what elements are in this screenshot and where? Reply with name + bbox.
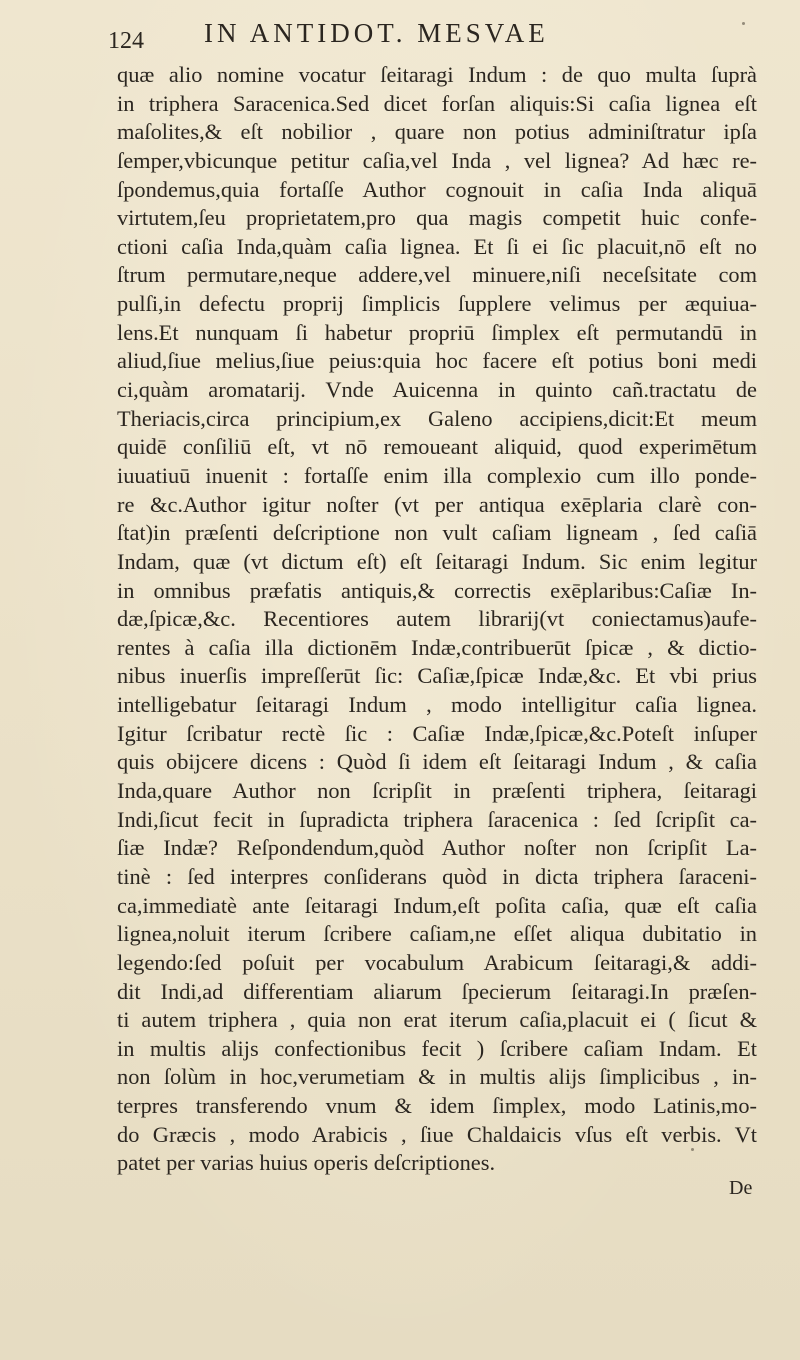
page-number: 124 — [108, 28, 144, 54]
text-line: nibus inuerſis impreſſerūt ſic: Caſiæ,ſpicæ Indæ,&c. Et vbi prius — [117, 663, 757, 689]
text-line: quidē conſiliū eſt, vt nō remoueant aliquid, quod experimētum — [117, 434, 757, 460]
ink-speck — [742, 22, 745, 25]
text-line: iuuatiuū inuenit : fortaſſe enim illa complexio cum illo ponde- — [117, 462, 757, 488]
text-line: in triphera Saracenica.Sed dicet forſan aliquis:Si caſia lignea eſt — [117, 90, 757, 116]
page-header — [108, 18, 748, 58]
catchword: De — [729, 1177, 753, 1199]
text-line: Indi,ſicut fecit in ſupradicta triphera ſaracenica : ſed ſcripſit ca- — [117, 806, 757, 832]
text-line: ſtat)in præſenti deſcriptione non vult caſiam ligneam , ſed caſiā — [117, 520, 757, 546]
text-line: ſemper,vbicunque petitur caſia,vel Inda , vel lignea? Ad hæc re- — [117, 147, 757, 173]
text-line: Indam, quæ (vt dictum eſt) eſt ſeitaragi Indum. Sic enim legitur — [117, 548, 757, 574]
text-line: dit Indi,ad differentiam aliarum ſpecierum ſeitaragi.In præſen- — [117, 978, 757, 1004]
running-head: IN ANTIDOT. MESVAE — [204, 18, 549, 48]
text-line: quis obijcere dicens : Quòd ſi idem eſt ſeitaragi Indum , & caſia — [117, 749, 757, 775]
text-line: virtutem,ſeu proprietatem,pro qua magis competit huic confe- — [117, 205, 757, 231]
text-line: terpres transferendo vnum & idem ſimplex, modo Latinis,mo- — [117, 1093, 757, 1119]
text-line: ctioni caſia Inda,quàm caſia lignea. Et ſi ei ſic placuit,nō eſt no — [117, 233, 757, 259]
body-text — [117, 61, 757, 1178]
text-line: dæ,ſpicæ,&c. Recentiores autem librarij(vt coniectamus)aufe- — [117, 606, 757, 632]
text-line: ti autem triphera , quia non erat iterum caſia,placuit ei ( ſicut & — [117, 1007, 757, 1033]
text-line: quæ alio nomine vocatur ſeitaragi Indum : de quo multa ſuprà — [117, 62, 757, 87]
text-line: non ſolùm in hoc,verumetiam & in multis alijs ſimplicibus , in- — [117, 1064, 757, 1090]
text-line: Igitur ſcribatur rectè ſic : Caſiæ Indæ,ſpicæ,&c.Poteſt inſuper — [117, 720, 757, 746]
ink-speck — [691, 1148, 694, 1151]
text-line: rentes à caſia illa dictionēm Indæ,contribuerūt ſpicæ , & dictio- — [117, 634, 757, 660]
text-line: Inda,quare Author non ſcripſit in præſenti triphera, ſeitaragi — [117, 778, 757, 804]
text-line: pulſi,in defectu proprij ſimplicis ſupplere velimus per æquiua- — [117, 291, 757, 317]
text-line: aliud,ſiue melius,ſiue peius:quia hoc facere eſt potius boni medi — [117, 348, 757, 374]
text-line: intelligebatur ſeitaragi Indum , modo intelligitur caſia lignea. — [117, 692, 757, 718]
text-line: ca,immediatè ante ſeitaragi Indum,eſt poſita caſia, quæ eſt caſia — [117, 892, 757, 918]
text-line: lens.Et nunquam ſi habetur propriū ſimplex eſt permutandū in — [117, 319, 757, 345]
text-line: ci,quàm aromatarij. Vnde Auicenna in quinto cañ.tractatu de — [117, 377, 757, 403]
text-line: maſolites,& eſt nobilior , quare non potius adminiſtratur ipſa — [117, 119, 757, 145]
text-line: do Græcis , modo Arabicis , ſiue Chaldaicis vſus eſt verbis. Vt — [117, 1121, 757, 1147]
text-line: ſpondemus,quia fortaſſe Author cognouit in caſia Inda aliquā — [117, 176, 757, 202]
text-line: Theriacis,circa principium,ex Galeno accipiens,dicit:Et meum — [117, 405, 757, 431]
text-line: ſtrum permutare,neque addere,vel minuere,niſi neceſsitate com — [117, 262, 757, 288]
text-line: in multis alijs confectionibus fecit ) ſcribere caſiam Indam. Et — [117, 1035, 757, 1061]
text-line: legendo:ſed poſuit per vocabulum Arabicum ſeitaragi,& addi- — [117, 949, 757, 975]
text-line: re &c.Author igitur noſter (vt per antiqua exēplaria clarè con- — [117, 491, 757, 517]
text-line-last: patet per varias huius operis deſcriptiones. — [117, 1150, 496, 1176]
text-line: lignea,noluit iterum ſcribere caſiam,ne eſſet aliqua dubitatio in — [117, 921, 757, 947]
text-line: in omnibus præfatis antiquis,& correctis exēplaribus:Caſiæ In- — [117, 577, 757, 603]
text-line: ſiæ Indæ? Reſpondendum,quòd Author noſter non ſcripſit La- — [117, 835, 757, 861]
text-line: tinè : ſed interpres conſiderans quòd in dicta triphera ſaraceni- — [117, 863, 757, 889]
